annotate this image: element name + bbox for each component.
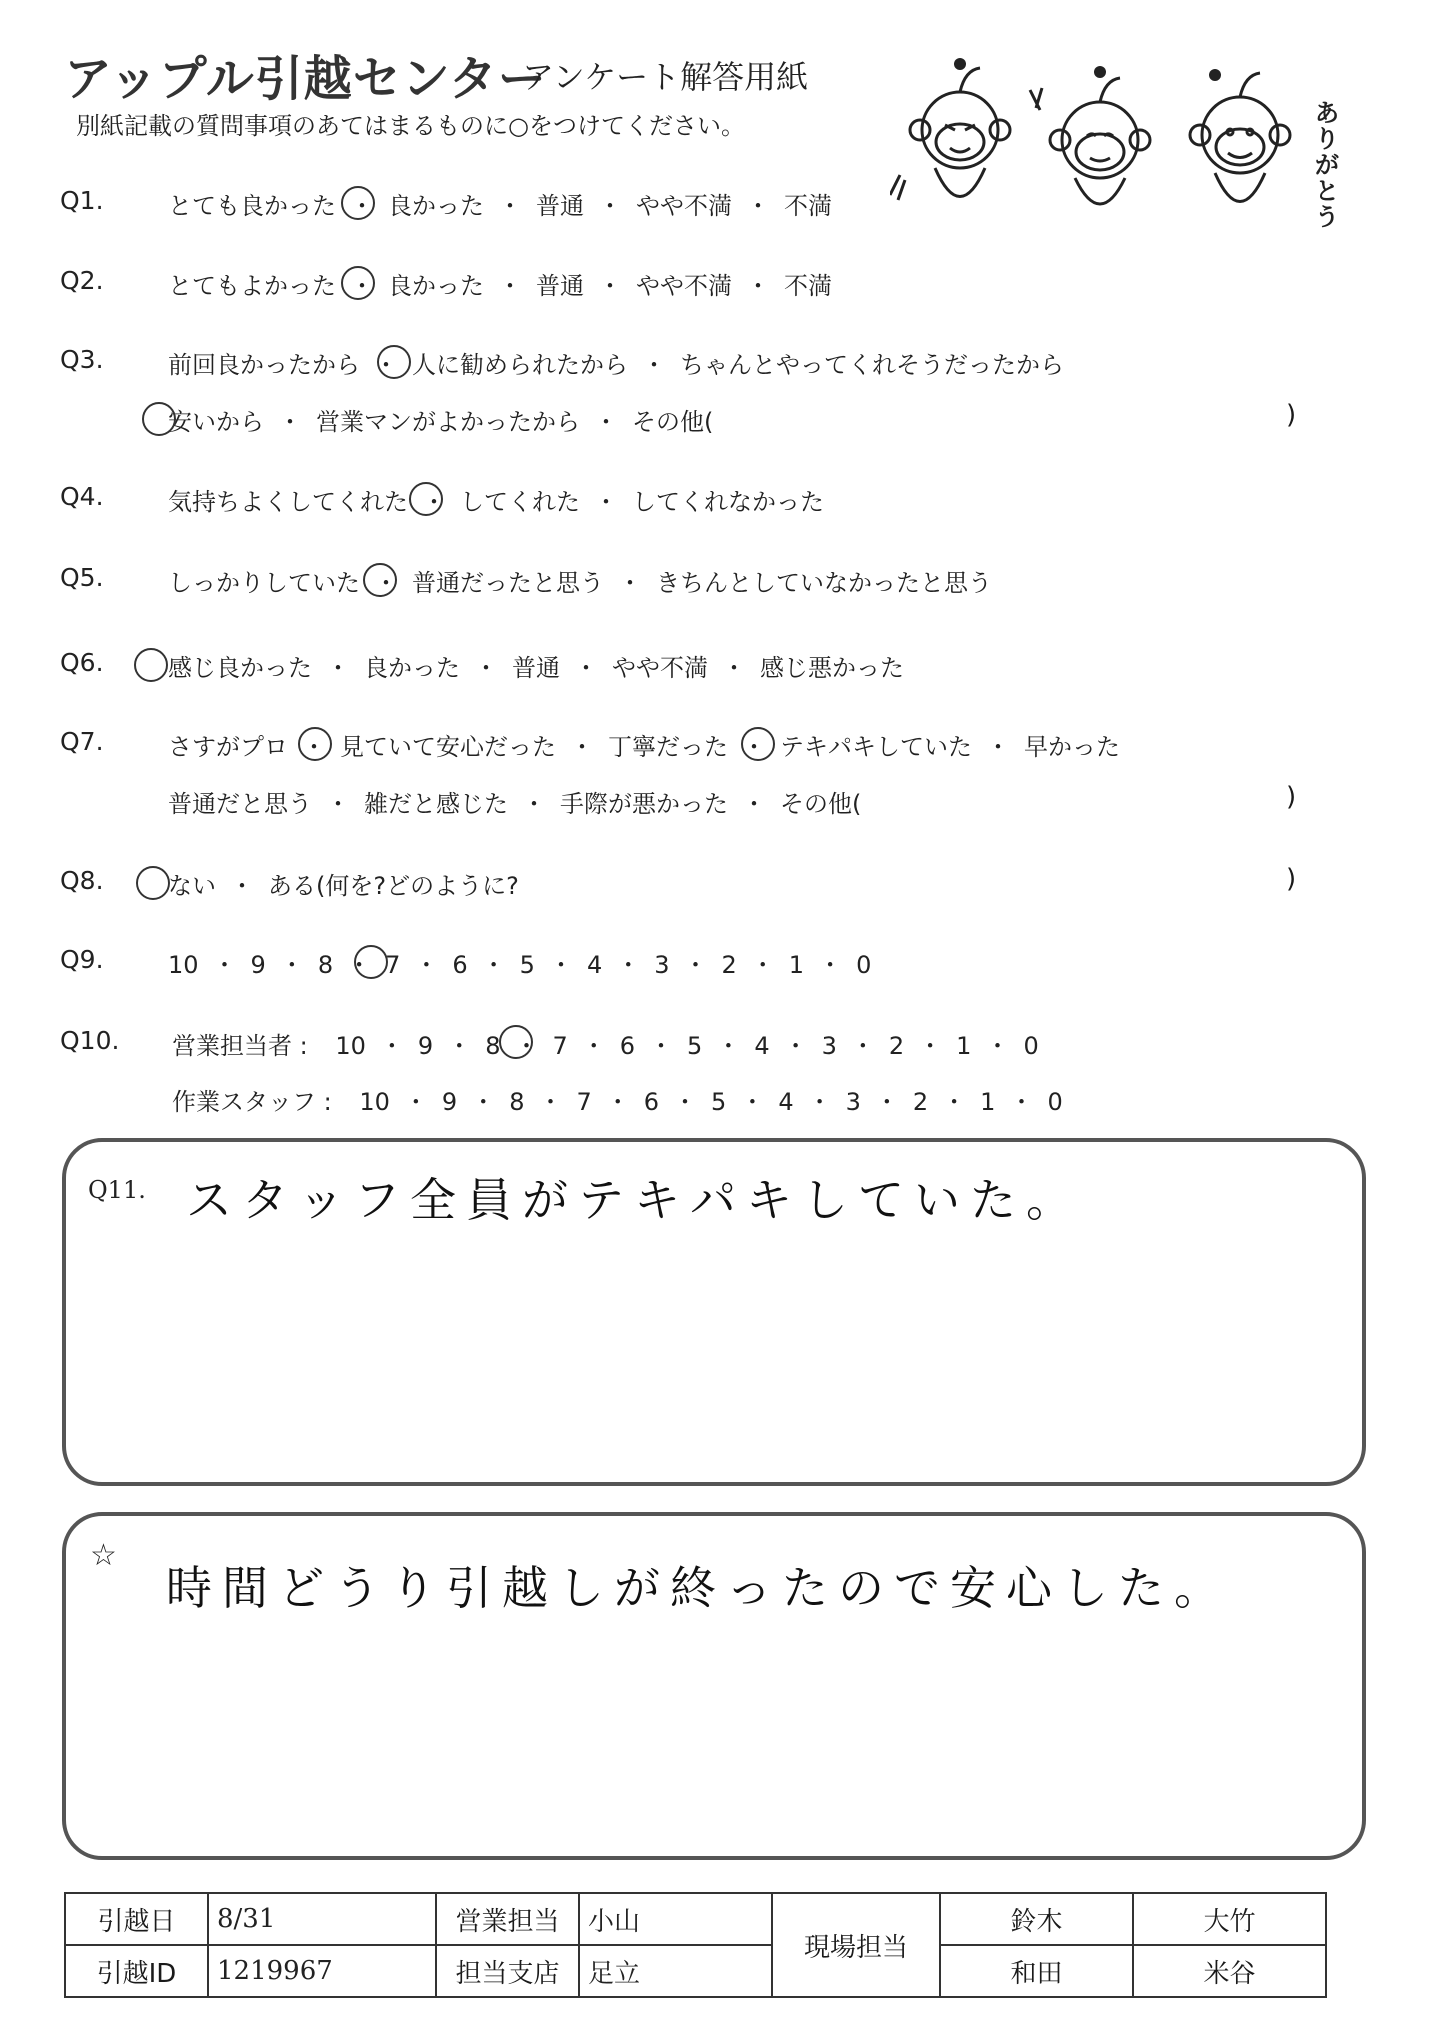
answer-option[interactable]: 良かった: [364, 654, 460, 682]
branch-name: 足立: [579, 1945, 772, 1997]
separator-dot: ・: [807, 1088, 832, 1116]
separator-dot: ・: [746, 192, 770, 220]
move-date-label: 引越日: [65, 1893, 208, 1945]
separator-dot: ・: [379, 1032, 404, 1060]
q10-label: Q10.: [60, 1026, 120, 1055]
answer-circle-mark: [377, 345, 411, 379]
score-option[interactable]: 4: [754, 1032, 770, 1060]
separator-dot: ・: [498, 192, 522, 220]
question-label: Q2.: [60, 266, 104, 295]
answer-option[interactable]: 9: [250, 951, 266, 979]
q11-label: Q11.: [88, 1176, 146, 1204]
separator-dot: ・: [598, 272, 622, 300]
separator-dot: ・: [347, 951, 372, 979]
separator-dot: ・: [616, 951, 641, 979]
answer-option[interactable]: 2: [721, 951, 737, 979]
answer-option[interactable]: ちゃんとやってくれそうだったから: [680, 351, 1064, 379]
separator-dot: ・: [574, 654, 598, 682]
separator-dot: ・: [850, 1032, 875, 1060]
separator-dot: ・: [481, 951, 506, 979]
answer-option[interactable]: 普通: [536, 272, 584, 300]
answer-option[interactable]: 3: [654, 951, 670, 979]
answer-circle-mark: [741, 727, 775, 761]
answer-option[interactable]: やや不満: [612, 654, 708, 682]
answer-option[interactable]: 普通: [536, 192, 584, 220]
company-title: アップル引越センター: [64, 51, 547, 107]
question-options-row: [168, 482, 824, 517]
star-icon: ☆: [90, 1538, 117, 1573]
question-label: Q5.: [60, 563, 104, 592]
answer-option[interactable]: 良かった: [388, 192, 484, 220]
comment-handwritten-answer: 時間どうり引越しが終ったので安心した。: [166, 1561, 1230, 1615]
score-option[interactable]: 9: [441, 1088, 458, 1116]
answer-option[interactable]: さすがプロ: [168, 733, 288, 761]
answer-option[interactable]: テキパキしていた: [780, 733, 972, 761]
answer-circle-mark: [134, 648, 168, 682]
score-option[interactable]: 0: [1023, 1032, 1039, 1060]
answer-option[interactable]: 1: [788, 951, 805, 979]
question-label: Q4.: [60, 482, 104, 511]
separator-dot: ・: [746, 272, 770, 300]
question-options-row: [168, 563, 992, 598]
separator-dot: ・: [581, 1032, 606, 1060]
separator-dot: ・: [230, 872, 254, 900]
question-options-row: [168, 345, 1064, 380]
answer-circle-mark: [142, 402, 176, 436]
answer-option[interactable]: 人に勧められたから: [412, 351, 628, 379]
closing-parenthesis: ): [1286, 400, 1297, 430]
answer-circle-mark: [298, 727, 332, 761]
answer-circle-mark: [341, 186, 375, 220]
separator-dot: ・: [742, 790, 766, 818]
separator-dot: ・: [350, 272, 374, 300]
site-staff-3: 和田: [940, 1945, 1133, 1997]
instruction-text: 別紙記載の質問事項のあてはまるものに○をつけてください。: [76, 112, 745, 140]
question-options-row: [168, 945, 871, 980]
score-option[interactable]: 9: [417, 1032, 434, 1060]
answer-option[interactable]: その他(: [632, 408, 714, 436]
separator-dot: ・: [649, 1032, 674, 1060]
site-label: 現場担当: [772, 1893, 940, 1997]
separator-dot: ・: [403, 1088, 428, 1116]
answer-option[interactable]: 安いから: [168, 408, 264, 436]
score-option[interactable]: 8: [509, 1088, 525, 1116]
separator-dot: ・: [302, 733, 326, 761]
question-options-row: [168, 784, 861, 819]
q11-answer-box: [62, 1138, 1366, 1486]
separator-dot: ・: [942, 1088, 967, 1116]
score-option[interactable]: 4: [778, 1088, 794, 1116]
answer-circle-mark: [136, 866, 170, 900]
score-option[interactable]: 6: [619, 1032, 636, 1060]
question-label: Q3.: [60, 345, 104, 374]
answer-option[interactable]: その他(: [780, 790, 862, 818]
separator-dot: ・: [548, 951, 573, 979]
score-option[interactable]: 5: [711, 1088, 727, 1116]
score-option[interactable]: 7: [552, 1032, 568, 1060]
answer-option[interactable]: やや不満: [636, 272, 732, 300]
form-subtitle: アンケート解答用紙: [522, 58, 809, 96]
answer-option[interactable]: 感じ悪かった: [760, 654, 904, 682]
separator-dot: ・: [598, 192, 622, 220]
question-options-row: [168, 402, 713, 437]
answer-option[interactable]: 8: [317, 951, 334, 979]
sales-label: 営業担当: [436, 1893, 579, 1945]
closing-parenthesis: ): [1286, 864, 1297, 894]
answer-option[interactable]: 早かった: [1024, 733, 1120, 761]
answer-option[interactable]: してくれた: [460, 488, 580, 516]
answer-option[interactable]: 営業マンがよかったから: [316, 408, 580, 436]
answer-circle-mark: [363, 563, 397, 597]
question-label: Q6.: [60, 648, 104, 677]
separator-dot: ・: [683, 951, 708, 979]
question-options-row: [168, 186, 832, 221]
separator-dot: ・: [538, 1088, 563, 1116]
answer-option[interactable]: 前回良かったから: [168, 351, 360, 379]
q10-staff-label: 作業スタッフ :: [172, 1088, 332, 1116]
score-option[interactable]: 3: [821, 1032, 837, 1060]
separator-dot: ・: [642, 351, 666, 379]
thanks-text: ありがとう: [1315, 99, 1339, 231]
separator-dot: ・: [422, 488, 446, 516]
answer-option[interactable]: 雑だと感じた: [364, 790, 508, 818]
separator-dot: ・: [783, 1032, 808, 1060]
score-option[interactable]: 2: [912, 1088, 929, 1116]
answer-option[interactable]: とても良かった: [168, 192, 336, 220]
separator-dot: ・: [522, 790, 546, 818]
score-option[interactable]: 10: [335, 1032, 366, 1060]
separator-dot: ・: [750, 951, 775, 979]
answer-option[interactable]: 4: [586, 951, 603, 979]
question-options-row: [168, 866, 519, 901]
site-staff-1: 鈴木: [940, 1893, 1133, 1945]
answer-option[interactable]: 普通: [512, 654, 560, 682]
answer-circle-mark: [341, 266, 375, 300]
question-label: Q8.: [60, 866, 104, 895]
answer-option[interactable]: 気持ちよくしてくれた: [168, 488, 408, 516]
site-staff-2: 大竹: [1133, 1893, 1326, 1945]
separator-dot: ・: [414, 951, 439, 979]
score-option[interactable]: 5: [687, 1032, 703, 1060]
answer-option[interactable]: 7: [385, 951, 401, 979]
q10-staff-row: [172, 1082, 1063, 1117]
separator-dot: ・: [498, 272, 522, 300]
separator-dot: ・: [570, 733, 594, 761]
answer-option[interactable]: 普通だと思う: [168, 790, 312, 818]
separator-dot: ・: [350, 192, 374, 220]
move-id-label: 引越ID: [65, 1945, 208, 1997]
score-option[interactable]: 2: [888, 1032, 905, 1060]
separator-dot: ・: [740, 1088, 765, 1116]
separator-dot: ・: [673, 1088, 698, 1116]
answer-option[interactable]: 不満: [784, 192, 832, 220]
q11-handwritten-answer: スタッフ全員がテキパキしていた。: [186, 1173, 1082, 1227]
separator-dot: ・: [374, 569, 398, 597]
answer-option[interactable]: ある(何を?どのように?: [268, 872, 519, 900]
separator-dot: ・: [279, 951, 304, 979]
q10-sales-label: 営業担当者 :: [172, 1032, 308, 1060]
score-option[interactable]: 10: [359, 1088, 390, 1116]
separator-dot: ・: [594, 488, 618, 516]
score-option[interactable]: 0: [1047, 1088, 1063, 1116]
separator-dot: ・: [618, 569, 642, 597]
score-option[interactable]: 8: [485, 1032, 501, 1060]
move-date-value: 8/31: [208, 1893, 436, 1945]
answer-circle-mark: [499, 1025, 533, 1059]
sales-name: 小山: [579, 1893, 772, 1945]
separator-dot: ・: [985, 1032, 1010, 1060]
answer-option[interactable]: とてもよかった: [168, 272, 336, 300]
answer-option[interactable]: やや不満: [636, 192, 732, 220]
answer-option[interactable]: 感じ良かった: [168, 654, 312, 682]
separator-dot: ・: [326, 654, 350, 682]
answer-option[interactable]: 不満: [784, 272, 832, 300]
separator-dot: ・: [594, 408, 618, 436]
move-id-value: 1219967: [208, 1945, 436, 1997]
separator-dot: ・: [447, 1032, 472, 1060]
score-option[interactable]: 1: [980, 1088, 996, 1116]
site-staff-4: 米谷: [1133, 1945, 1326, 1997]
question-options-row: [168, 648, 904, 683]
separator-dot: ・: [986, 733, 1010, 761]
answer-circle-mark: [409, 482, 443, 516]
separator-dot: ・: [742, 733, 766, 761]
answer-option[interactable]: 手際が悪かった: [560, 790, 728, 818]
question-options-row: [168, 266, 832, 301]
question-label: Q7.: [60, 727, 104, 756]
separator-dot: ・: [514, 1032, 539, 1060]
answer-option[interactable]: ない: [168, 872, 216, 900]
answer-circle-mark: [354, 945, 388, 979]
answer-option[interactable]: 普通だったと思う: [412, 569, 604, 597]
score-option[interactable]: 7: [576, 1088, 592, 1116]
separator-dot: ・: [278, 408, 302, 436]
separator-dot: ・: [918, 1032, 943, 1060]
separator-dot: ・: [716, 1032, 741, 1060]
answer-option[interactable]: しっかりしていた: [168, 569, 360, 597]
answer-option[interactable]: 6: [452, 951, 468, 979]
score-option[interactable]: 3: [845, 1088, 861, 1116]
answer-option[interactable]: 5: [519, 951, 535, 979]
separator-dot: ・: [1009, 1088, 1034, 1116]
separator-dot: ・: [212, 951, 237, 979]
answer-option[interactable]: 丁寧だった: [608, 733, 728, 761]
question-label: Q9.: [60, 945, 104, 974]
branch-label: 担当支店: [436, 1945, 579, 1997]
separator-dot: ・: [474, 654, 498, 682]
separator-dot: ・: [374, 351, 398, 379]
answer-option[interactable]: 0: [856, 951, 872, 979]
q10-sales-row: [172, 1026, 1039, 1061]
footer-info-table: [64, 1892, 1327, 1998]
separator-dot: ・: [722, 654, 746, 682]
separator-dot: ・: [874, 1088, 899, 1116]
score-option[interactable]: 1: [956, 1032, 972, 1060]
answer-option[interactable]: してくれなかった: [632, 488, 824, 516]
question-label: Q1.: [60, 186, 104, 215]
score-option[interactable]: 6: [643, 1088, 660, 1116]
answer-option[interactable]: 良かった: [388, 272, 484, 300]
comment-box: [62, 1512, 1366, 1860]
separator-dot: ・: [818, 951, 843, 979]
answer-option[interactable]: 10: [168, 951, 199, 979]
closing-parenthesis: ): [1286, 782, 1297, 812]
monkey-mascots-illustration: [890, 50, 1340, 230]
separator-dot: ・: [605, 1088, 630, 1116]
answer-option[interactable]: きちんとしていなかったと思う: [656, 569, 992, 597]
answer-option[interactable]: 見ていて安心だった: [340, 733, 556, 761]
separator-dot: ・: [471, 1088, 496, 1116]
separator-dot: ・: [326, 790, 350, 818]
